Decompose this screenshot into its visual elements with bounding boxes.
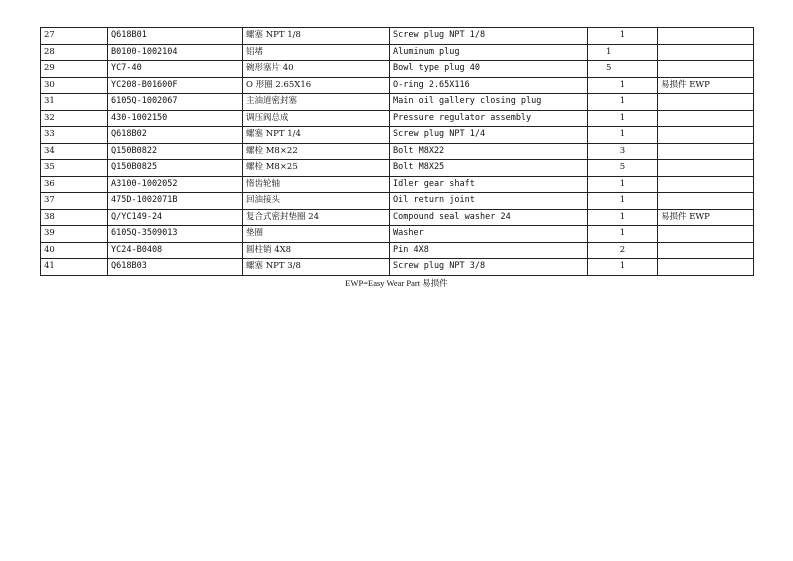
english-name-cell: Pin 4X8: [390, 242, 588, 259]
remark-cell: [658, 226, 754, 243]
english-name-cell: O-ring 2.65X116: [390, 77, 588, 94]
remark-cell: [658, 61, 754, 78]
part-code-cell: 6105Q-1002067: [108, 94, 243, 111]
chinese-name-cell: 螺栓 M8×25: [243, 160, 390, 177]
quantity-cell: 1: [588, 226, 658, 243]
chinese-name-cell: 回油接头: [243, 193, 390, 210]
quantity-cell: 1: [588, 94, 658, 111]
row-number-cell: 38: [41, 209, 108, 226]
english-name-cell: Main oil gallery closing plug: [390, 94, 588, 111]
row-number-cell: 36: [41, 176, 108, 193]
table-row: [41, 259, 754, 276]
part-code-cell: Q150B0825: [108, 160, 243, 177]
chinese-name-cell: 主油道密封塞: [243, 94, 390, 111]
english-name-cell: Bolt M8X25: [390, 160, 588, 177]
english-name-cell: Bolt M8X22: [390, 143, 588, 160]
footer-note: EWP=Easy Wear Part 易损件: [345, 278, 448, 288]
english-name-cell: Aluminum plug: [390, 44, 588, 61]
quantity-cell: 1: [588, 176, 658, 193]
remark-cell: [658, 143, 754, 160]
english-name-cell: Pressure regulator assembly: [390, 110, 588, 127]
part-code-cell: YC7-40: [108, 61, 243, 78]
quantity-cell: 1: [588, 209, 658, 226]
remark-cell: 易损件 EWP: [658, 209, 754, 226]
quantity-cell: 3: [588, 143, 658, 160]
remark-cell: [658, 193, 754, 210]
remark-cell: [658, 259, 754, 276]
table-row: [41, 77, 754, 94]
english-name-cell: Screw plug NPT 1/4: [390, 127, 588, 144]
quantity-cell: 1: [588, 259, 658, 276]
chinese-name-cell: 螺塞 NPT 1/4: [243, 127, 390, 144]
quantity-cell: 1: [588, 110, 658, 127]
part-code-cell: Q618B02: [108, 127, 243, 144]
table-row: [41, 44, 754, 61]
chinese-name-cell: 调压阀总成: [243, 110, 390, 127]
table-row: [41, 160, 754, 177]
chinese-name-cell: 螺塞 NPT 3/8: [243, 259, 390, 276]
row-number-cell: 40: [41, 242, 108, 259]
english-name-cell: Idler gear shaft: [390, 176, 588, 193]
quantity-cell: 5: [588, 61, 658, 78]
remark-cell: [658, 127, 754, 144]
english-name-cell: Bowl type plug 40: [390, 61, 588, 78]
remark-cell: 易损件 EWP: [658, 77, 754, 94]
english-name-cell: Screw plug NPT 1/8: [390, 28, 588, 45]
english-name-cell: Screw plug NPT 3/8: [390, 259, 588, 276]
row-number-cell: 41: [41, 259, 108, 276]
row-number-cell: 35: [41, 160, 108, 177]
remark-cell: [658, 44, 754, 61]
part-code-cell: Q618B01: [108, 28, 243, 45]
chinese-name-cell: 螺塞 NPT 1/8: [243, 28, 390, 45]
row-number-cell: 29: [41, 61, 108, 78]
table-row: [41, 28, 754, 45]
parts-table-body: [41, 28, 754, 276]
row-number-cell: 33: [41, 127, 108, 144]
part-code-cell: Q150B0822: [108, 143, 243, 160]
part-code-cell: YC208-B01600F: [108, 77, 243, 94]
quantity-cell: 5: [588, 160, 658, 177]
part-code-cell: 430-1002150: [108, 110, 243, 127]
part-code-cell: B0100-1002104: [108, 44, 243, 61]
remark-cell: [658, 94, 754, 111]
table-row: [41, 209, 754, 226]
part-code-cell: 475D-1002071B: [108, 193, 243, 210]
part-code-cell: Q618B03: [108, 259, 243, 276]
chinese-name-cell: 惰齿轮轴: [243, 176, 390, 193]
row-number-cell: 37: [41, 193, 108, 210]
row-number-cell: 34: [41, 143, 108, 160]
parts-table: [40, 27, 754, 276]
english-name-cell: Washer: [390, 226, 588, 243]
row-number-cell: 28: [41, 44, 108, 61]
table-row: [41, 94, 754, 111]
row-number-cell: 27: [41, 28, 108, 45]
remark-cell: [658, 110, 754, 127]
chinese-name-cell: 圆柱销 4X8: [243, 242, 390, 259]
table-row: [41, 143, 754, 160]
part-code-cell: A3100-1002052: [108, 176, 243, 193]
table-row: [41, 226, 754, 243]
remark-cell: [658, 176, 754, 193]
english-name-cell: Oil return joint: [390, 193, 588, 210]
chinese-name-cell: 螺栓 M8×22: [243, 143, 390, 160]
row-number-cell: 31: [41, 94, 108, 111]
remark-cell: [658, 28, 754, 45]
table-row: [41, 242, 754, 259]
row-number-cell: 30: [41, 77, 108, 94]
part-code-cell: Q/YC149-24: [108, 209, 243, 226]
quantity-cell: 2: [588, 242, 658, 259]
table-row: [41, 127, 754, 144]
chinese-name-cell: 碗形塞片 40: [243, 61, 390, 78]
english-name-cell: Compound seal washer 24: [390, 209, 588, 226]
chinese-name-cell: 复合式密封垫圈 24: [243, 209, 390, 226]
table-row: [41, 176, 754, 193]
row-number-cell: 39: [41, 226, 108, 243]
quantity-cell: 1: [588, 193, 658, 210]
table-row: [41, 193, 754, 210]
chinese-name-cell: 铝堵: [243, 44, 390, 61]
quantity-cell: 1: [588, 77, 658, 94]
chinese-name-cell: 垫圈: [243, 226, 390, 243]
chinese-name-cell: O 形圈 2.65X16: [243, 77, 390, 94]
quantity-cell: 1: [588, 127, 658, 144]
row-number-cell: 32: [41, 110, 108, 127]
table-row: [41, 61, 754, 78]
quantity-cell: 1: [588, 28, 658, 45]
part-code-cell: 6105Q-3509013: [108, 226, 243, 243]
quantity-cell: 1: [588, 44, 658, 61]
remark-cell: [658, 242, 754, 259]
part-code-cell: YC24-B0408: [108, 242, 243, 259]
table-row: [41, 110, 754, 127]
remark-cell: [658, 160, 754, 177]
